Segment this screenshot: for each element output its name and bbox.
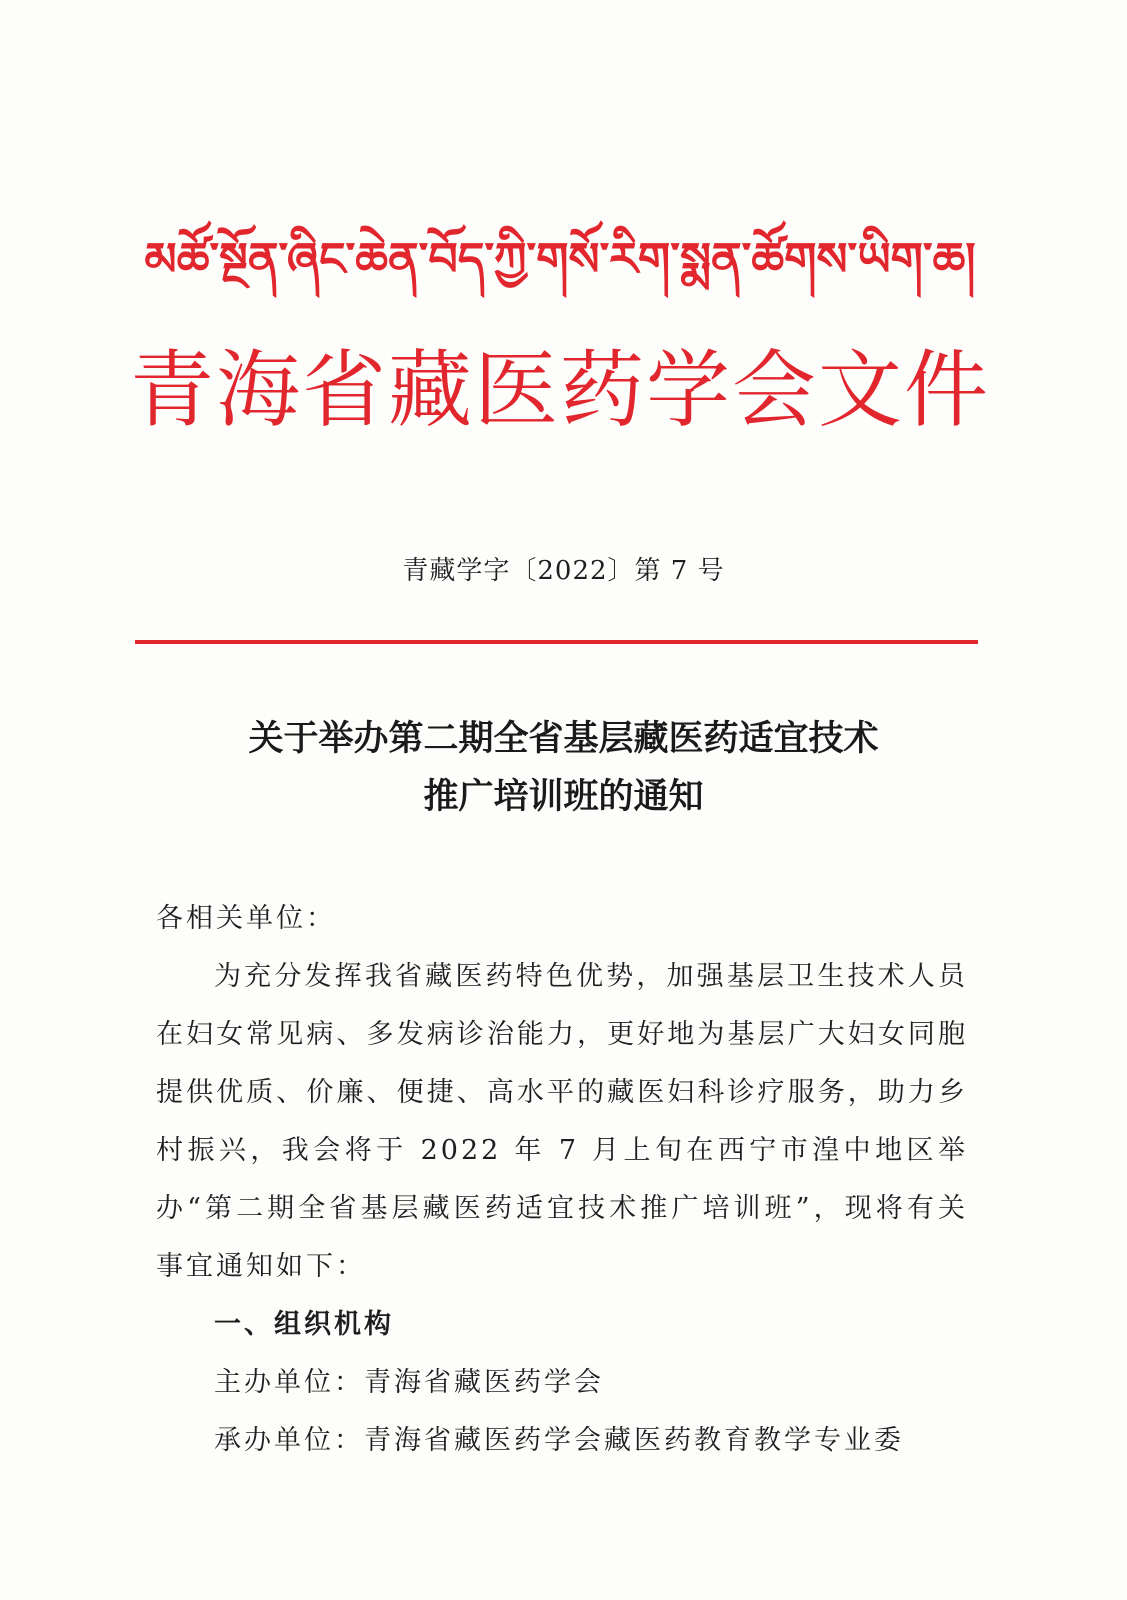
section-heading-organization: 一、组织机构 bbox=[214, 1309, 394, 1340]
organizer-unit-line bbox=[156, 1412, 968, 1470]
red-divider-line bbox=[135, 640, 978, 644]
org-document-title: 青海省藏医药学会文件 bbox=[130, 341, 991, 439]
organizer-unit-label: 承办单位： bbox=[214, 1425, 364, 1456]
organizer-unit-value: 青海省藏医药学会藏医药教育教学专业委 bbox=[364, 1425, 904, 1456]
notice-title-line-2: 推广培训班的通知 bbox=[423, 776, 704, 817]
salutation: 各相关单位： bbox=[156, 903, 336, 934]
document-number: 青藏学字〔2022〕第 7 号 bbox=[402, 556, 725, 586]
notice-title bbox=[150, 710, 977, 826]
host-unit-value: 青海省藏医药学会 bbox=[364, 1367, 604, 1398]
host-unit-line bbox=[156, 1354, 968, 1412]
intro-paragraph: 为充分发挥我省藏医药特色优势，加强基层卫生技术人员在妇女常见病、多发病诊治能力，更好地为基层广大妇女同胞提供优质、价廉、便捷、高水平的藏医妇科诊疗服务，助力乡村振兴，我会将于 2022 年 7 月上旬在西宁市湟中地区举办“第二期全省基层藏医药适宜技术推广培训班”，现将有关事宜通知如下： bbox=[156, 961, 968, 1282]
notice-title-line-1: 关于举办第二期全省基层藏医药适宜技术 bbox=[248, 718, 879, 759]
tibetan-org-header: མཚོ་སྔོན་ཞིང་ཆེན་བོད་ཀྱི་གསོ་རིག་སྨན་ཚོགས་ཡིག་ཆ། bbox=[144, 232, 976, 286]
host-unit-label: 主办单位： bbox=[214, 1367, 364, 1398]
notice-body bbox=[156, 890, 968, 1470]
